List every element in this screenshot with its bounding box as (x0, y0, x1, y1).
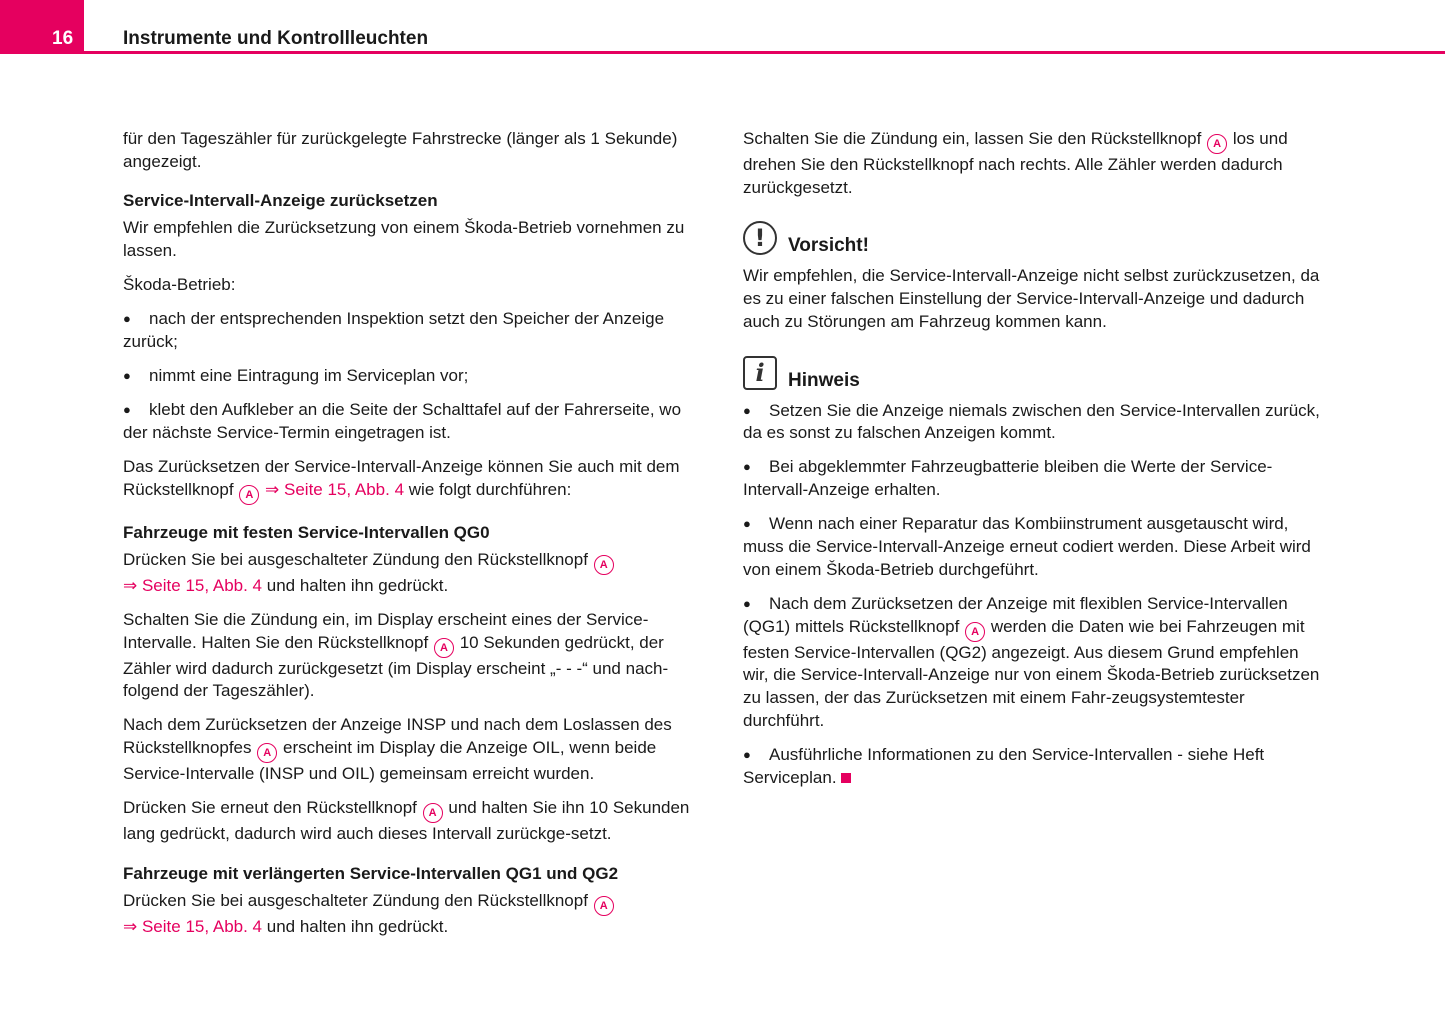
page-reference-link[interactable]: ⇒ Seite 15, Abb. 4 (123, 575, 263, 595)
paragraph (123, 797, 698, 846)
paragraph (123, 890, 698, 939)
text: Das Zurücksetzen der Service-Intervall-Anzeige können Sie auch mit dem Rückstellknopf (123, 457, 680, 499)
text: los und drehen Sie den Rückstellknopf nach rechts. Alle Zähler werden dadurch zurückgesetzt. (743, 129, 1288, 197)
text: Drücken Sie erneut den Rückstellknopf (123, 798, 417, 818)
list-item (123, 399, 698, 444)
note-header (743, 356, 1323, 400)
bullet-icon: ● (743, 746, 751, 762)
paragraph (123, 714, 698, 785)
text: Schalten Sie die Zündung ein, lassen Sie den Rückstellknopf (743, 129, 1202, 148)
section-heading: Fahrzeuge mit festen Service-Intervallen QG0 (123, 522, 490, 542)
list-item (123, 308, 698, 353)
bullet-icon: ● (743, 402, 751, 418)
text: Drücken Sie bei ausgeschalteter Zündung den Rückstellknopf (123, 549, 588, 569)
caution-header (743, 221, 1323, 265)
list-item (743, 456, 1323, 501)
page-title: Instrumente und Kontrollleuchten (123, 28, 429, 49)
header-rule (84, 51, 1445, 54)
bullet-icon: ● (743, 459, 751, 475)
page-reference-link[interactable]: ⇒ Seite 15, Abb. 4 (123, 916, 263, 936)
text: erscheint im Display die Anzeige OIL, wenn beide Service-Intervalle (INSP und OIL) gemeinsam erreicht wurden. (123, 738, 657, 784)
bullet-icon: ● (743, 595, 751, 611)
list-item-text: Wenn nach einer Reparatur das Kombiinstrument ausgetauscht wird, muss die Service-Intervall-Anzeige erneut codiert werden. Diese Arbeit wird von einem Škoda-Betrieb durchgeführt. (743, 514, 1311, 579)
paragraph: Wir empfehlen die Zurücksetzung von einem Škoda-Betrieb vornehmen zu lassen. (123, 218, 685, 260)
callout-a-icon: A (257, 743, 277, 763)
list-item (743, 593, 1323, 733)
callout-a-icon: A (434, 638, 454, 658)
list-item-text: Setzen Sie die Anzeige niemals zwischen den Service-Intervallen zurück, da es sonst zu falschen Anzeigen kommt. (743, 400, 1320, 443)
list-item-text: Bei abgeklemmter Fahrzeugbatterie bleiben die Werte der Service-Intervall-Anzeige erhalten. (743, 457, 1273, 500)
bullet-icon: ● (123, 311, 131, 327)
list-item-text: nach der entsprechenden Inspektion setzt den Speicher der Anzeige zurück; (123, 309, 665, 351)
note-title: Hinweis (788, 369, 860, 391)
list-item (743, 400, 1323, 445)
text: und halten Sie ihn 10 Sekunden lang gedrückt, dadurch wird auch dieses Intervall zurückge-setzt. (123, 798, 690, 844)
warning-icon: ! (743, 221, 777, 255)
callout-a-icon: A (594, 896, 614, 916)
list-item-text: klebt den Aufkleber an die Seite der Schalttafel auf der Fahrerseite, wo der nächste Service-Termin eingetragen ist. (123, 400, 682, 443)
paragraph: Škoda-Betrieb: (123, 275, 236, 295)
page-header (0, 0, 1445, 56)
text: und halten ihn gedrückt. (266, 916, 449, 936)
list-item (743, 513, 1323, 581)
left-column (123, 128, 698, 950)
text: wie folgt durchführen: (408, 479, 572, 499)
list-item-text: Ausführliche Informationen zu den Service-Intervallen - siehe Heft Serviceplan. (743, 744, 1265, 787)
right-column (743, 128, 1323, 801)
list-item (123, 365, 698, 388)
paragraph (123, 456, 698, 505)
list-item (743, 744, 1323, 789)
list-item-text: nimmt eine Eintragung im Serviceplan vor; (149, 366, 469, 386)
caution-title: Vorsicht! (788, 235, 869, 257)
text: Nach dem Zurücksetzen der Anzeige INSP und nach dem Loslassen des Rückstellknopfes (123, 715, 672, 758)
bullet-icon: ● (123, 402, 131, 418)
end-of-section-icon (841, 773, 851, 783)
bullet-icon: ● (123, 368, 131, 384)
callout-a-icon: A (965, 622, 985, 642)
section-heading: Service-Intervall-Anzeige zurücksetzen (123, 191, 438, 211)
paragraph (743, 128, 1323, 199)
text: Schalten Sie die Zündung ein, im Display erscheint eines der Service-Intervalle. Halten Sie den Rückstellknopf (123, 609, 649, 652)
caution-text: Wir empfehlen, die Service-Intervall-Anzeige nicht selbst zurückzusetzen, da es zu einer falschen Einstellung der Service-Intervall-Anzeige und dadurch auch zu Störungen am Fahrzeug kommen kann. (743, 266, 1320, 331)
page-number: 16 (0, 0, 84, 54)
callout-a-icon: A (1207, 134, 1227, 154)
callout-a-icon: A (239, 485, 259, 505)
callout-a-icon: A (594, 555, 614, 575)
paragraph (123, 609, 698, 703)
bullet-icon: ● (743, 516, 751, 532)
text: 10 Sekunden gedrückt, der Zähler wird dadurch zurückgesetzt (im Display erscheint „- - -“ und nach-folgend der Tageszähler). (123, 632, 669, 701)
paragraph (123, 549, 698, 598)
text: und halten ihn gedrückt. (266, 575, 449, 595)
info-icon: i (743, 356, 777, 390)
paragraph: für den Tageszähler für zurückgelegte Fahrstrecke (länger als 1 Sekunde) angezeigt. (123, 129, 678, 171)
section-heading: Fahrzeuge mit verlängerten Service-Intervallen QG1 und QG2 (123, 864, 619, 884)
text: Drücken Sie bei ausgeschalteter Zündung den Rückstellknopf (123, 890, 588, 910)
page-reference-link[interactable]: ⇒ Seite 15, Abb. 4 (265, 479, 405, 499)
callout-a-icon: A (423, 803, 443, 823)
list-item-text: werden die Daten wie bei Fahrzeugen mit festen Service-Intervallen (QG2) angezeigt. Aus diesem Grund empfehlen wir, die Service-Intervall-Anzeige nur von einem Škoda-Betrieb zurücksetzen zu lassen, der das Zurücksetzen mit einem Fahr-zeugsystemtester durchführt. (743, 616, 1320, 730)
list-item-text: Nach dem Zurücksetzen der Anzeige mit flexiblen Service-Intervallen (QG1) mittels Rückstellknopf (743, 593, 1288, 636)
